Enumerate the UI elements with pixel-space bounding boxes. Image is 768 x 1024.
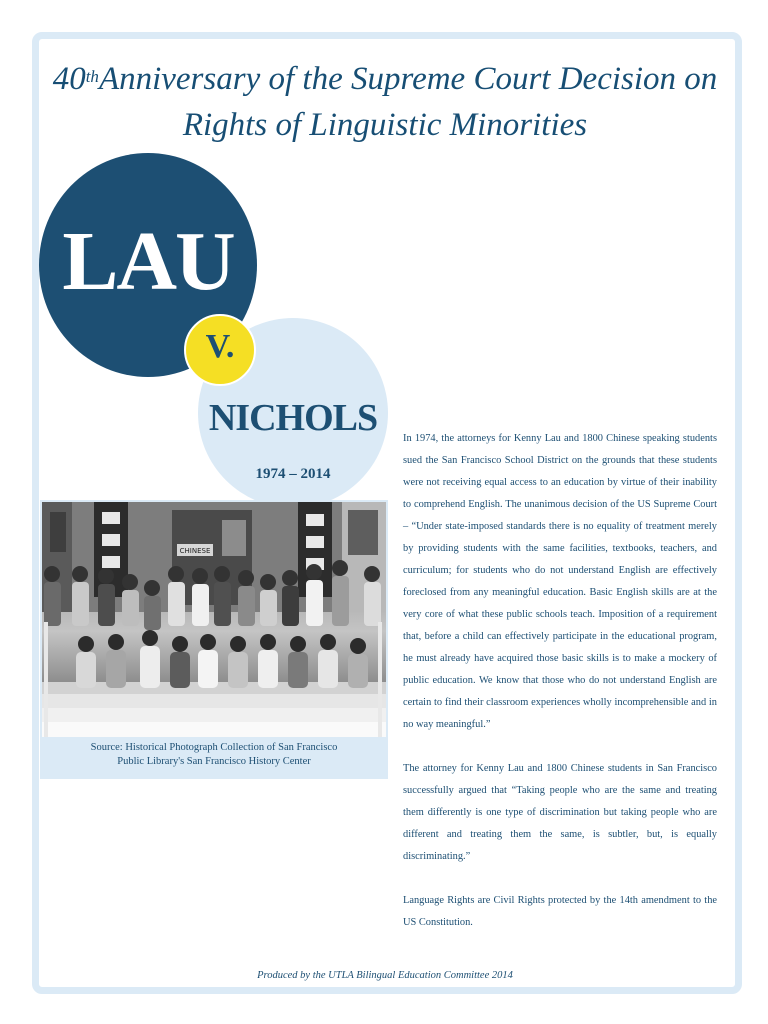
title-line-1-text: Anniversary of the Supreme Court Decision on (98, 61, 718, 97)
lau-label: LAU (62, 215, 234, 308)
title-superscript: th (85, 67, 99, 86)
article-body (403, 428, 717, 956)
photo-caption (40, 741, 388, 769)
nichols-label: NICHOLS (208, 397, 378, 439)
caption-line-2: Public Library's San Francisco History Center (117, 756, 311, 767)
photo-sign-text: CHINESE (179, 547, 211, 555)
years-label: 1974 – 2014 (255, 466, 331, 482)
historical-class-photo (42, 502, 386, 737)
producer-credit: Produced by the UTLA Bilingual Education Committee 2014 (257, 970, 513, 981)
title-line-1 (40, 56, 730, 102)
title-line-2: Rights of Linguistic Minorities (182, 107, 588, 143)
paragraph-argument: The attorney for Kenny Lau and 1800 Chinese students in San Francisco successfully argued that “Taking people who are the same and treating them differently is one type of discrimination but taking people who are different and treating them the same, is subtler, but, is equally discriminating.” (403, 763, 717, 862)
versus-label: V. (205, 328, 235, 365)
title-number: 40 (52, 61, 86, 97)
poster-title (40, 56, 730, 148)
caption-line-1: Source: Historical Photograph Collection of San Francisco (90, 742, 338, 753)
paragraph-ruling: In 1974, the attorneys for Kenny Lau and 1800 Chinese speaking students sued the San Francisco School District on the grounds that these students were not receiving equal access to an education by virtue of their inability to comprehend English. The unanimous decision of the US Supreme Court – “Under state-imposed standards there is no equality of treatment merely by providing students with the same facilities, textbooks, teachers, and curriculum; for students who do not understand English are effectively foreclosed from any meaningful education. Basic English skills are at the very core of what these public schools teach. Imposition of a requirement that, before a child can effectively participate in the educational program, he must already have acquired those basic skills is to make a mockery of public education. We know that those who do not understand English are certain to find their classroom experiences wholly incomprehensible and in no way meaningful.” (403, 433, 717, 730)
class-photo-illustration (42, 502, 386, 737)
paragraph-civil-rights: Language Rights are Civil Rights protected by the 14th amendment to the US Constitution. (403, 895, 717, 928)
